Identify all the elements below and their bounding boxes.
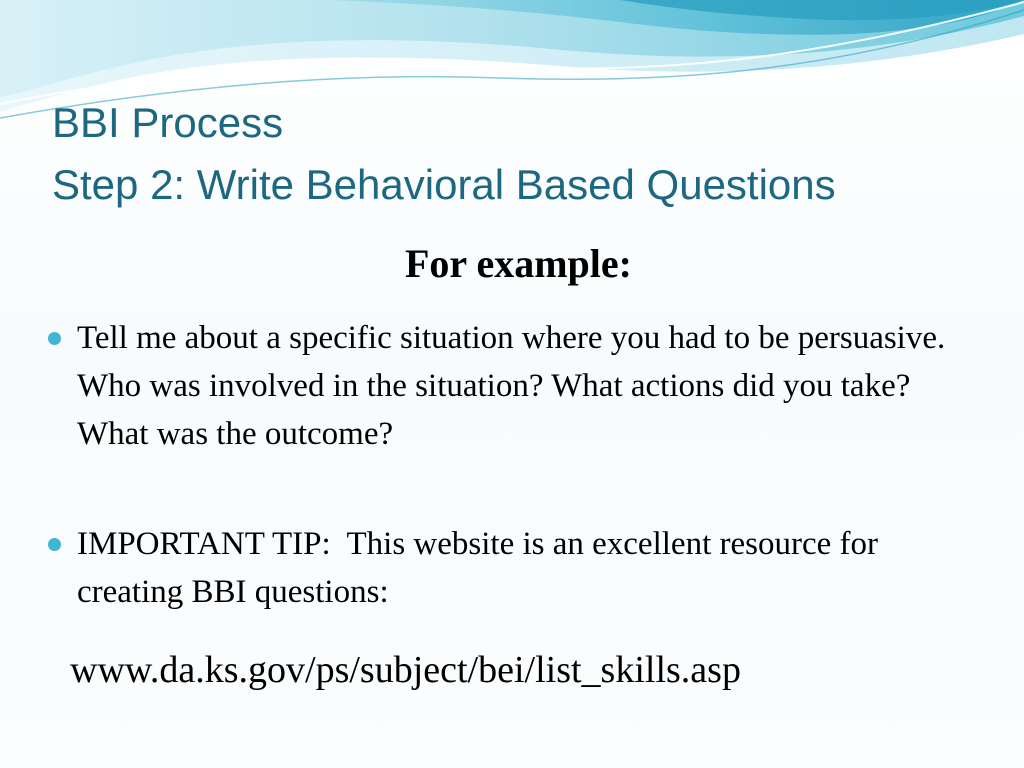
bullet-text-important-tip: IMPORTANT TIP: This website is an excellent resource for creating BBI questions: bbox=[77, 526, 887, 610]
example-heading: For example: bbox=[405, 241, 632, 286]
bullet-item-important-tip bbox=[48, 520, 988, 616]
slide-title bbox=[52, 92, 992, 216]
bullet-dot-icon bbox=[48, 538, 61, 551]
bullet-list bbox=[48, 314, 988, 616]
bullet-dot-icon bbox=[48, 332, 61, 345]
bullet-text-example-question: Tell me about a specific situation where you had to be persuasive. Who was involved in the situation? What actions did you take? What was the outcome? bbox=[77, 320, 962, 452]
bullet-item-example-question bbox=[48, 314, 988, 458]
title-line-2: Step 2: Write Behavioral Based Questions bbox=[52, 161, 836, 208]
title-line-1: BBI Process bbox=[52, 99, 284, 146]
resource-url: www.da.ks.gov/ps/subject/bei/list_skills.asp bbox=[70, 649, 741, 691]
